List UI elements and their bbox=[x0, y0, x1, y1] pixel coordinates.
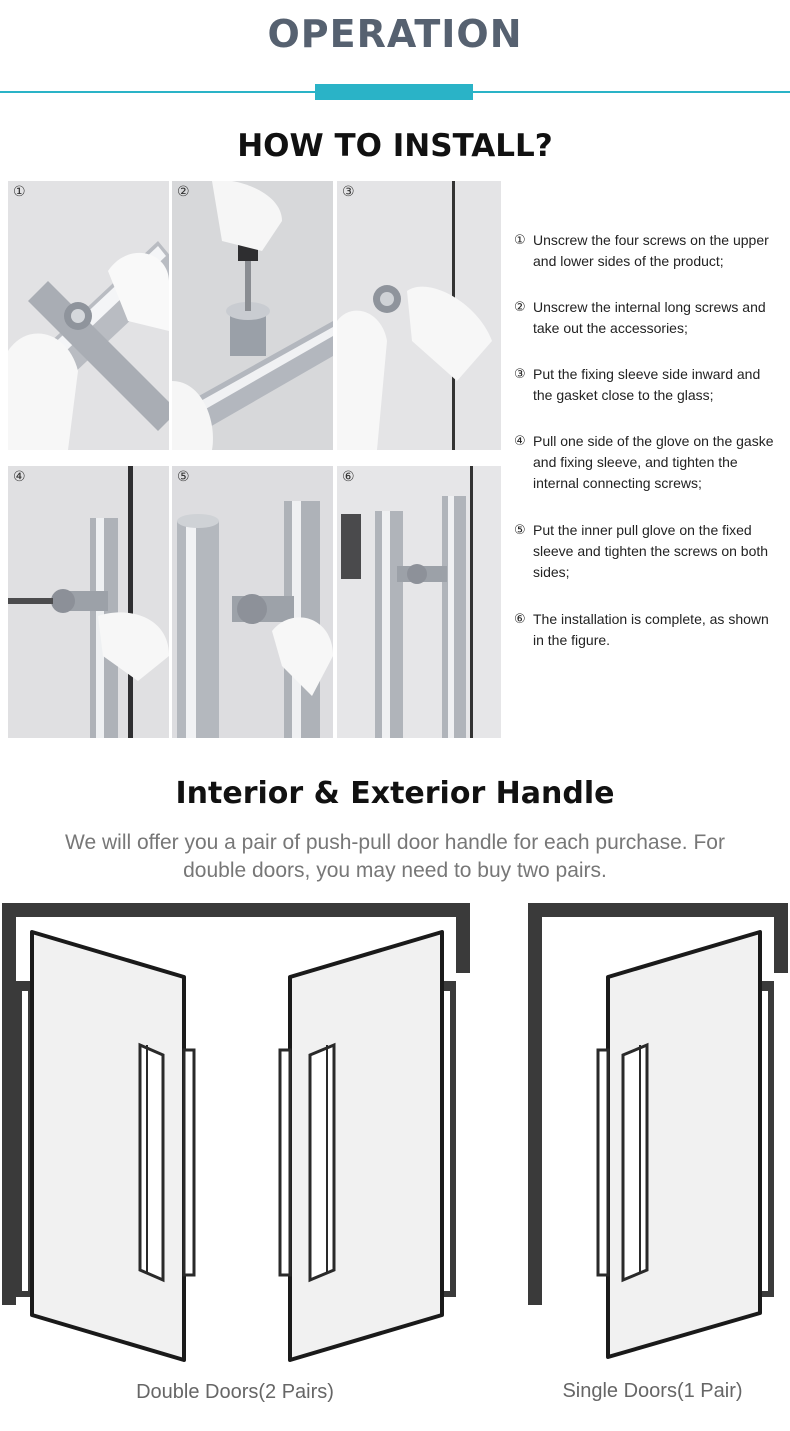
step-text: Pull one side of the glove on the gaske and fixing sleeve, and tighten the internal connecting screws; bbox=[533, 433, 774, 491]
install-photo-5 bbox=[172, 466, 333, 738]
doors-illustration bbox=[0, 895, 790, 1365]
step-number: ② bbox=[514, 300, 526, 315]
photo-number: ① bbox=[13, 184, 26, 200]
step-number: ④ bbox=[514, 434, 526, 449]
install-photo-3 bbox=[337, 181, 501, 450]
title-divider-accent bbox=[315, 84, 473, 100]
step-number: ⑤ bbox=[514, 523, 526, 538]
install-step-1 bbox=[514, 230, 790, 272]
install-photo-1 bbox=[8, 181, 169, 450]
step-text: Put the inner pull glove on the fixed sleeve and tighten the screws on both sides; bbox=[533, 522, 769, 580]
install-heading: HOW TO INSTALL? bbox=[237, 128, 553, 164]
single-door bbox=[598, 932, 760, 1357]
install-step-3 bbox=[514, 364, 790, 406]
photo-number: ⑤ bbox=[177, 469, 190, 485]
step-text: Unscrew the four screws on the upper and lower sides of the product; bbox=[533, 232, 769, 269]
page-title: OPERATION bbox=[267, 12, 523, 56]
photo-number: ⑥ bbox=[342, 469, 355, 485]
step-number: ⑥ bbox=[514, 612, 526, 627]
step-text: Put the fixing sleeve side inward and the gasket close to the glass; bbox=[533, 366, 761, 403]
left-door bbox=[32, 932, 194, 1360]
single-door-caption: Single Doors(1 Pair) bbox=[562, 1380, 743, 1402]
install-photo-6 bbox=[337, 466, 501, 738]
install-photo-2 bbox=[172, 181, 333, 450]
install-photo-4 bbox=[8, 466, 169, 738]
photo-number: ② bbox=[177, 184, 190, 200]
step-number: ③ bbox=[514, 367, 526, 382]
step-text: Unscrew the internal long screws and take out the accessories; bbox=[533, 299, 766, 336]
photo-number: ④ bbox=[13, 469, 26, 485]
step-text: The installation is complete, as shown in the figure. bbox=[533, 611, 769, 648]
double-doors-caption: Double Doors(2 Pairs) bbox=[136, 1381, 334, 1403]
install-step-6 bbox=[514, 609, 790, 651]
step-number: ① bbox=[514, 233, 526, 248]
handle-description: We will offer you a pair of push-pull door handle for each purchase. For double doors, you may need to buy two pairs. bbox=[65, 831, 725, 882]
photo-number: ③ bbox=[342, 184, 355, 200]
right-door bbox=[280, 932, 442, 1360]
handle-heading: Interior & Exterior Handle bbox=[175, 776, 615, 811]
install-step-5 bbox=[514, 520, 790, 583]
install-step-4 bbox=[514, 431, 790, 494]
install-step-2 bbox=[514, 297, 790, 339]
